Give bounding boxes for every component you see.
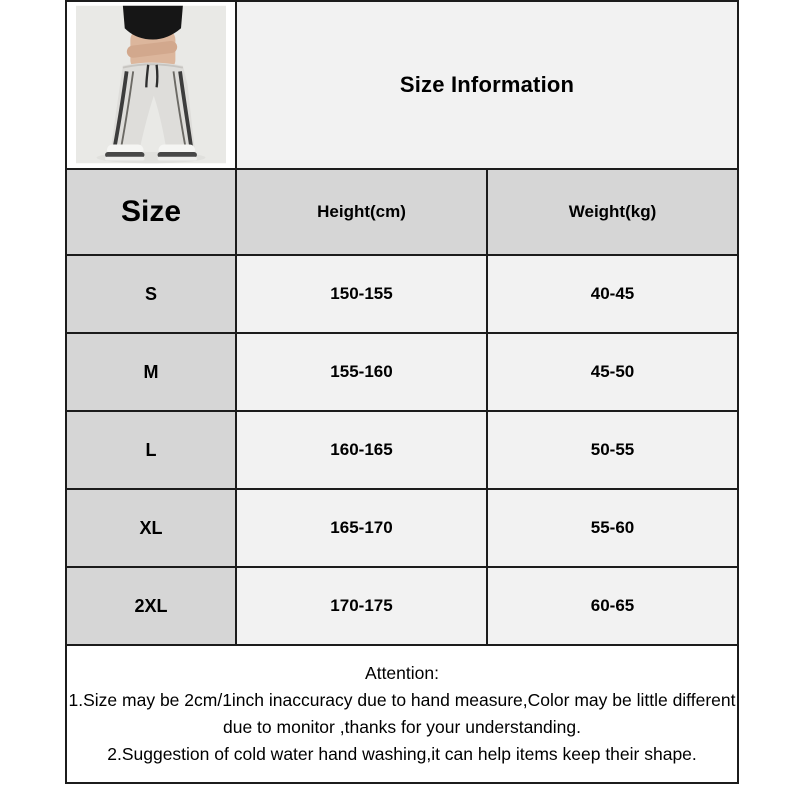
- weight-value: 50-55: [487, 411, 738, 489]
- size-label: L: [66, 411, 236, 489]
- column-header-weight: Weight(kg): [487, 169, 738, 255]
- table-row: [66, 255, 738, 333]
- height-value: 155-160: [236, 333, 487, 411]
- column-header-height: Height(cm): [236, 169, 487, 255]
- weight-value: 45-50: [487, 333, 738, 411]
- size-label: S: [66, 255, 236, 333]
- attention-row: [66, 645, 738, 783]
- height-value: 170-175: [236, 567, 487, 645]
- size-label: XL: [66, 489, 236, 567]
- size-label: 2XL: [66, 567, 236, 645]
- product-photo-cell: [66, 1, 236, 169]
- height-value: 165-170: [236, 489, 487, 567]
- product-photo: [76, 3, 226, 166]
- column-header-size: Size: [66, 169, 236, 255]
- attention-cell: [66, 645, 738, 783]
- size-information-sheet: [65, 0, 737, 784]
- title-row: [66, 1, 738, 169]
- table-row: [66, 489, 738, 567]
- height-value: 160-165: [236, 411, 487, 489]
- size-table: [65, 0, 739, 784]
- title-cell: [236, 1, 738, 169]
- table-row: [66, 567, 738, 645]
- height-value: 150-155: [236, 255, 487, 333]
- weight-value: 40-45: [487, 255, 738, 333]
- weight-value: 55-60: [487, 489, 738, 567]
- attention-heading: Attention:: [365, 663, 439, 683]
- table-row: [66, 333, 738, 411]
- attention-note-2: 2.Suggestion of cold water hand washing,it can help items keep their shape.: [107, 744, 697, 764]
- attention-note-1: 1.Size may be 2cm/1inch inaccuracy due to hand measure,Color may be little different due to monitor ,thanks for your understanding.: [68, 690, 736, 737]
- table-row: [66, 411, 738, 489]
- page-title: Size Information: [399, 72, 575, 97]
- size-label: M: [66, 333, 236, 411]
- weight-value: 60-65: [487, 567, 738, 645]
- header-row: [66, 169, 738, 255]
